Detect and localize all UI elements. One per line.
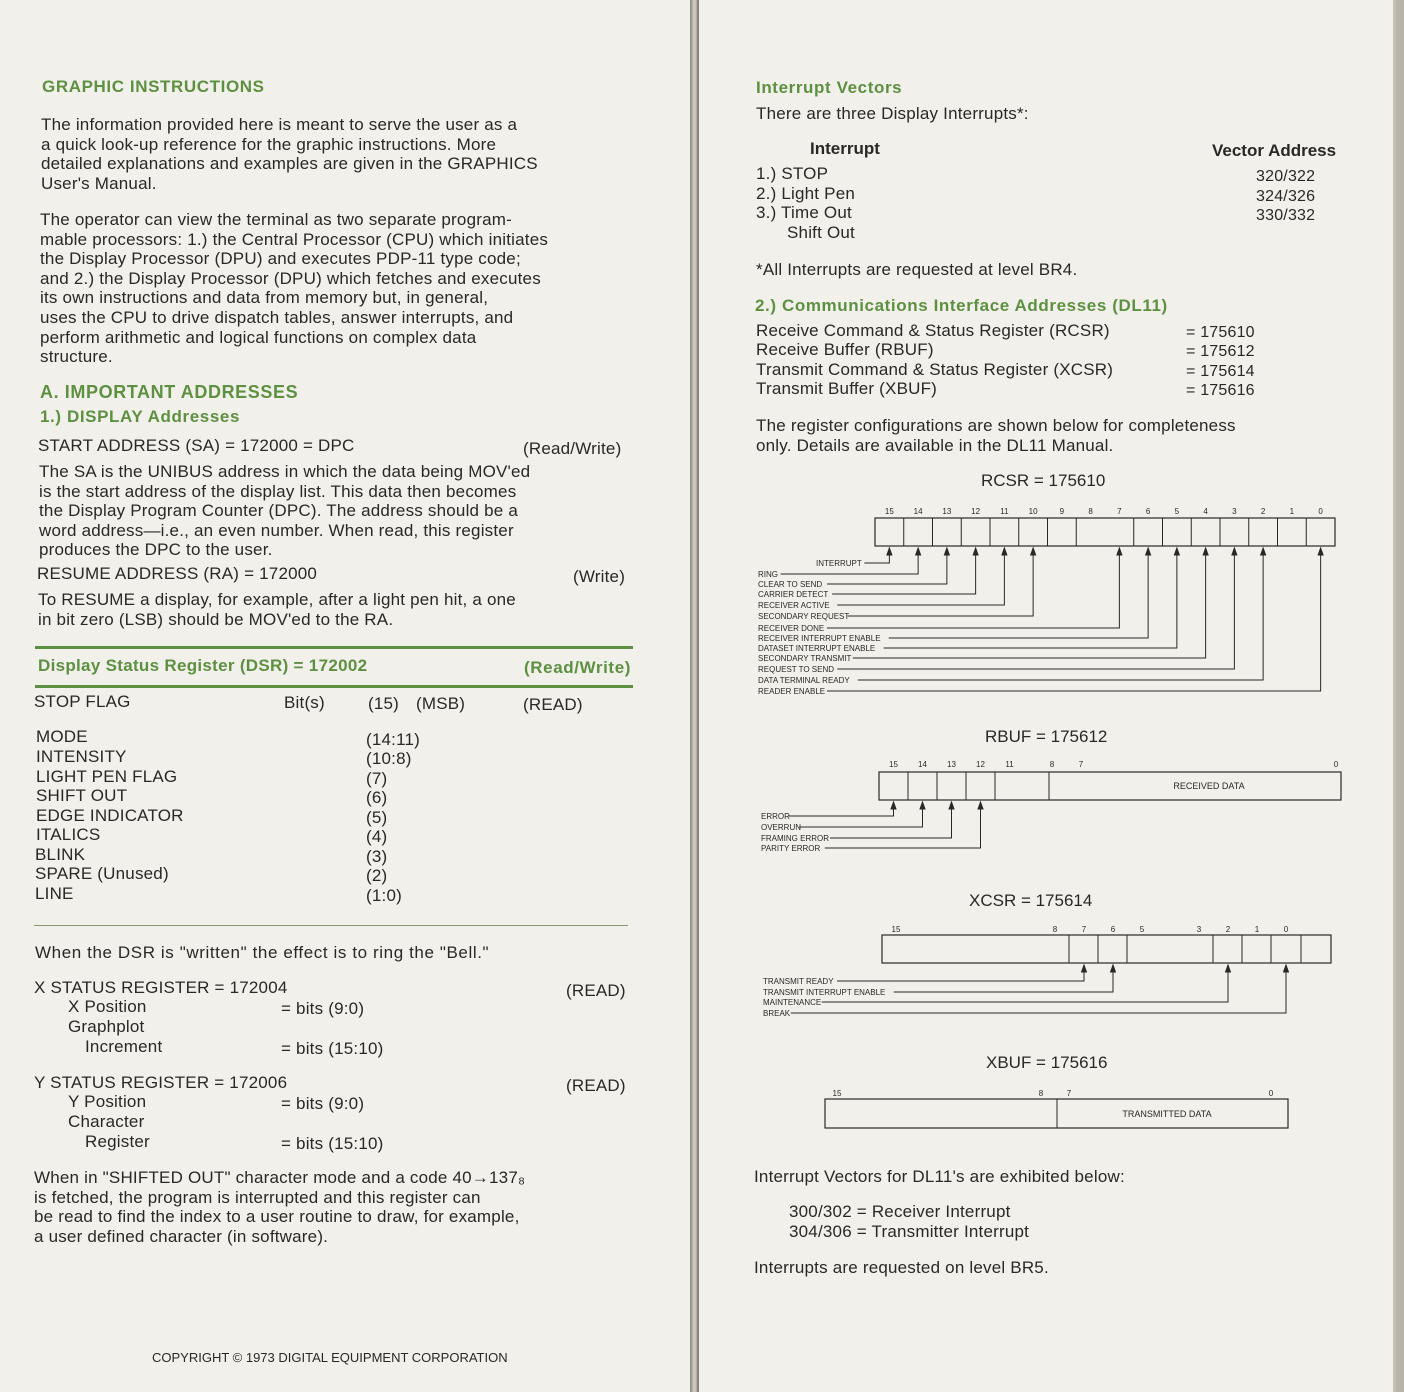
leader-line xyxy=(827,551,1321,691)
rbuf-title: RBUF = 175612 xyxy=(985,727,1108,746)
bit-number: 9 xyxy=(1059,507,1065,516)
arrow-head xyxy=(1232,548,1237,555)
dsr-access: (Read/Write) xyxy=(524,658,632,677)
field-label: OVERRUN xyxy=(761,823,802,832)
increment-bits: = bits (15:10) xyxy=(281,1039,384,1058)
field-label: RECEIVER DONE xyxy=(758,624,825,633)
xcsr-title: XCSR = 175614 xyxy=(969,891,1093,910)
interrupt-row-name: 3.) Time Out xyxy=(756,203,852,222)
field-label: DATA TERMINAL READY xyxy=(758,676,850,685)
arrow-head xyxy=(1002,548,1007,555)
dsr-row-bits: (10:8) xyxy=(366,749,412,768)
bit-number: 0 xyxy=(1283,925,1289,934)
intro-line: The information provided here is meant to serve the user as a xyxy=(41,115,518,134)
copyright: COPYRIGHT © 1973 DIGITAL EQUIPMENT CORPORATION xyxy=(152,1350,508,1365)
start-address-access: (Read/Write) xyxy=(523,439,622,458)
comm-row-address: = 175614 xyxy=(1186,363,1255,380)
dsr-row-name: MODE xyxy=(36,727,88,746)
dsr-row-name: LIGHT PEN FLAG xyxy=(36,767,178,786)
dsr-row-name: SPARE (Unused) xyxy=(35,864,169,883)
x-position-label: X Position xyxy=(68,997,147,1016)
intro-line: User's Manual. xyxy=(41,173,157,193)
bit-number: 0 xyxy=(1333,760,1339,769)
leader-line xyxy=(884,551,1177,648)
stop-flag-bits: (15) xyxy=(368,694,400,713)
sa-line: the Display Program Counter (DPC). The address should be a xyxy=(39,501,519,521)
field-label: PARITY ERROR xyxy=(761,844,821,853)
x-status-register: X STATUS REGISTER = 172004 xyxy=(34,978,288,997)
arrow-head xyxy=(1031,548,1036,555)
field-label: RECEIVER ACTIVE xyxy=(758,601,830,610)
rcsr-diagram xyxy=(754,500,1354,700)
dl11-vector-row: 304/306 = Transmitter Interrupt xyxy=(789,1222,1030,1241)
arrow-head xyxy=(1284,965,1289,972)
vector-column-header: Vector Address xyxy=(1212,141,1337,160)
sa-line: is the start address of the display list. This data then becomes xyxy=(39,481,517,501)
sa-line: produces the DPC to the user. xyxy=(39,540,273,560)
xcsr-register-box xyxy=(882,935,1331,963)
bit-number: 7 xyxy=(1078,760,1084,769)
bit-number: 6 xyxy=(1145,507,1151,516)
dsr-row-name: ITALICS xyxy=(36,825,101,844)
resume-address-access: (Write) xyxy=(573,567,626,586)
bit-number: 13 xyxy=(942,507,952,516)
dsr-row-bits: (4) xyxy=(366,827,388,846)
bit-number: 1 xyxy=(1254,925,1260,934)
arrow-head xyxy=(1082,965,1087,972)
stop-flag-label: STOP FLAG xyxy=(34,692,131,711)
dl11-vector-row: 300/302 = Receiver Interrupt xyxy=(789,1202,1011,1221)
dsr-row-bits: (2) xyxy=(366,866,388,885)
operator-line: its own instructions and data from memory but, in general, xyxy=(40,288,489,308)
dsr-row-bits: (3) xyxy=(366,847,388,866)
intro-paragraph xyxy=(41,115,538,193)
arrow-head xyxy=(920,802,925,809)
dsr-title: Display Status Register (DSR) = 172002 xyxy=(38,656,368,675)
bit-number: 8 xyxy=(1052,925,1058,934)
arrow-head xyxy=(891,802,896,809)
bit-number: 4 xyxy=(1203,507,1208,516)
operator-paragraph xyxy=(40,210,548,367)
bit-number: 0 xyxy=(1318,507,1323,516)
arrow-head xyxy=(1203,548,1208,555)
comm-row-name: Receive Buffer (RBUF) xyxy=(756,340,934,359)
bit-number: 3 xyxy=(1196,925,1202,934)
leader-line xyxy=(832,551,976,594)
dsr-end-rule xyxy=(34,925,628,926)
shifted-paragraph xyxy=(34,1168,525,1246)
interrupt-row-vector: 320/322 xyxy=(1256,168,1316,185)
leader-line xyxy=(864,551,889,563)
interrupt-row-name: 1.) STOP xyxy=(756,164,829,183)
comm-row-address: = 175610 xyxy=(1186,324,1255,341)
bit-number: 14 xyxy=(913,507,923,516)
register-bits: = bits (15:10) xyxy=(281,1134,384,1153)
field-label: ERROR xyxy=(761,812,790,821)
section-a-heading: A. IMPORTANT ADDRESSES xyxy=(40,382,299,402)
arrow-head xyxy=(1226,965,1231,972)
operator-line: The operator can view the terminal as two separate program- xyxy=(40,210,512,229)
dsr-row-bits: (1:0) xyxy=(366,886,402,905)
resume-line: in bit zero (LSB) should be MOV'ed to the RA. xyxy=(38,609,394,629)
x-status-access: (READ) xyxy=(566,981,626,1000)
shifted-line: is fetched, the program is interrupted and this register can xyxy=(34,1187,481,1207)
left-page xyxy=(0,0,692,1392)
resume-address: RESUME ADDRESS (RA) = 172000 xyxy=(37,564,318,583)
interrupt-row-vector: 324/326 xyxy=(1256,188,1316,205)
intro-line: detailed explanations and examples are given in the GRAPHICS xyxy=(41,154,538,174)
intro-line: a quick look-up reference for the graphic instructions. More xyxy=(41,134,497,154)
arrow-head xyxy=(1146,548,1151,555)
bit-number: 7 xyxy=(1117,507,1122,516)
bit-number: 15 xyxy=(889,760,898,769)
field-label: READER ENABLE xyxy=(758,687,826,696)
rbuf-register-box xyxy=(879,772,1341,800)
leader-line xyxy=(894,968,1113,992)
operator-line: the Display Processor (DPU) and executes PDP-11 type code; xyxy=(40,249,521,269)
bit-number: 10 xyxy=(1028,507,1038,516)
bit-number: 13 xyxy=(947,760,956,769)
interrupt-column-header: Interrupt xyxy=(810,139,880,158)
interrupt-vectors-title: Interrupt Vectors xyxy=(756,78,903,97)
interrupt-row-name: 2.) Light Pen xyxy=(756,184,855,203)
y-status-access: (READ) xyxy=(566,1076,626,1095)
xcsr-diagram xyxy=(761,920,1351,1030)
resume-paragraph xyxy=(38,590,516,629)
interrupt-row-name: Shift Out xyxy=(787,223,855,242)
register-label: Register xyxy=(85,1132,150,1151)
dsr-row-name: EDGE INDICATOR xyxy=(36,806,184,825)
dsr-row-bits: (5) xyxy=(366,808,388,827)
dsr-row-bits: (14:11) xyxy=(366,730,421,749)
right-page xyxy=(697,0,1396,1392)
shifted-line: When in "SHIFTED OUT" character mode and a code 40→137₈ xyxy=(34,1168,526,1187)
field-label: RECEIVER INTERRUPT ENABLE xyxy=(758,634,881,643)
stop-flag-access: (READ) xyxy=(523,695,583,714)
xbuf-diagram xyxy=(819,1085,1299,1135)
bits-label: Bit(s) xyxy=(284,693,325,712)
sa-line: word address—i.e., an even number. When read, this register xyxy=(39,520,514,540)
bell-text: When the DSR is "written" the effect is to ring the "Bell." xyxy=(35,943,490,962)
graphplot-label: Graphplot xyxy=(68,1017,145,1036)
bit-number: 5 xyxy=(1174,507,1180,516)
arrow-head xyxy=(916,548,921,555)
field-label: REQUEST TO SEND xyxy=(758,665,835,674)
arrow-head xyxy=(1261,548,1266,555)
config-line: only. Details are available in the DL11 Manual. xyxy=(756,435,1114,455)
field-label: CARRIER DETECT xyxy=(758,590,829,599)
shifted-line: be read to find the index to a user routine to draw, for example, xyxy=(34,1207,520,1227)
section-1-heading: 1.) DISPLAY Addresses xyxy=(40,407,240,426)
dsr-row-name: SHIFT OUT xyxy=(36,786,128,805)
comm-row-address: = 175616 xyxy=(1186,382,1255,399)
bit-number: 8 xyxy=(1088,507,1093,516)
sa-line: The SA is the UNIBUS address in which the data being MOV'ed xyxy=(39,462,531,481)
bit-number: 1 xyxy=(1289,507,1295,516)
bit-number: 15 xyxy=(832,1089,842,1098)
msb-label: (MSB) xyxy=(416,694,466,713)
field-label: INTERRUPT xyxy=(816,559,862,568)
dsr-top-rule xyxy=(35,646,633,649)
arrow-head xyxy=(944,548,949,555)
dsr-row-bits: (7) xyxy=(366,769,388,788)
comm-interface-title: 2.) Communications Interface Addresses (DL11) xyxy=(755,296,1168,315)
comm-row-name: Transmit Command & Status Register (XCSR) xyxy=(756,360,1114,379)
comm-row-name: Transmit Buffer (XBUF) xyxy=(756,379,938,398)
leader-line xyxy=(837,551,1234,669)
interrupt-vectors-intro: There are three Display Interrupts*: xyxy=(756,104,1029,123)
operator-line: and 2.) the Display Processor (DPU) which fetches and executes xyxy=(40,268,541,288)
bit-number: 12 xyxy=(971,507,981,516)
bit-number: 15 xyxy=(884,507,894,516)
rcsr-register-box xyxy=(875,518,1335,546)
xbuf-field-label: TRANSMITTED DATA xyxy=(1122,1109,1212,1119)
arrow-head xyxy=(887,548,892,555)
arrow-head xyxy=(978,802,983,809)
rcsr-title: RCSR = 175610 xyxy=(981,471,1106,490)
y-position-bits: = bits (9:0) xyxy=(281,1094,365,1113)
dsr-row-name: INTENSITY xyxy=(36,747,127,766)
bit-number: 2 xyxy=(1225,925,1231,934)
field-label: TRANSMIT INTERRUPT ENABLE xyxy=(763,988,886,997)
bit-number: 6 xyxy=(1110,925,1116,934)
field-label: BREAK xyxy=(763,1009,791,1018)
y-position-label: Y Position xyxy=(68,1092,147,1111)
xbuf-title: XBUF = 175616 xyxy=(986,1053,1108,1072)
bit-number: 14 xyxy=(918,760,927,769)
comm-row-address: = 175612 xyxy=(1186,343,1255,360)
field-label: FRAMING ERROR xyxy=(761,834,829,843)
bit-number: 2 xyxy=(1260,507,1266,516)
rbuf-diagram xyxy=(759,755,1349,865)
rbuf-field-label: RECEIVED DATA xyxy=(1173,781,1245,791)
field-label: RING xyxy=(758,570,778,579)
leader-line xyxy=(830,805,952,838)
bit-number: 11 xyxy=(1000,507,1009,516)
character-label: Character xyxy=(68,1112,145,1131)
increment-label: Increment xyxy=(85,1037,163,1056)
interrupt-row-vector: 330/332 xyxy=(1256,207,1316,224)
y-status-register: Y STATUS REGISTER = 172006 xyxy=(34,1073,288,1092)
field-label: MAINTENANCE xyxy=(763,998,822,1007)
field-label: SECONDARY TRANSMIT xyxy=(758,654,852,663)
bit-number: 7 xyxy=(1081,925,1087,934)
arrow-head xyxy=(949,802,954,809)
dsr-bottom-rule xyxy=(35,685,633,688)
dl11-vectors-intro: Interrupt Vectors for DL11's are exhibited below: xyxy=(754,1167,1125,1186)
leader-line xyxy=(837,968,1084,981)
arrow-head xyxy=(1318,548,1323,555)
dsr-row-name: BLINK xyxy=(35,845,86,864)
bit-number: 7 xyxy=(1066,1089,1072,1098)
bit-number: 8 xyxy=(1038,1089,1044,1098)
bit-number: 5 xyxy=(1139,925,1145,934)
comm-row-name: Receive Command & Status Register (RCSR) xyxy=(756,321,1110,340)
dsr-row-name: LINE xyxy=(35,884,74,903)
bit-number: 12 xyxy=(976,760,985,769)
config-paragraph xyxy=(756,416,1236,455)
bit-number: 3 xyxy=(1232,507,1237,516)
leader-line xyxy=(837,551,1004,605)
operator-line: perform arithmetic and logical functions on complex data xyxy=(40,327,477,347)
arrow-head xyxy=(1117,548,1122,555)
arrow-head xyxy=(973,548,978,555)
shifted-line: a user defined character (in software). xyxy=(34,1226,329,1246)
operator-line: mable processors: 1.) the Central Processor (CPU) which initiates xyxy=(40,229,549,249)
operator-line: uses the CPU to drive dispatch tables, answer interrupts, and xyxy=(40,307,514,327)
br5-note: Interrupts are requested on level BR5. xyxy=(754,1258,1049,1277)
field-label: CLEAR TO SEND xyxy=(758,580,823,589)
field-label: DATASET INTERRUPT ENABLE xyxy=(758,644,876,653)
bit-number: 0 xyxy=(1268,1089,1274,1098)
bit-number: 15 xyxy=(891,925,901,934)
field-label: TRANSMIT READY xyxy=(763,977,834,986)
dsr-row-bits: (6) xyxy=(366,788,388,807)
arrow-head xyxy=(1111,965,1116,972)
br4-note: *All Interrupts are requested at level BR4. xyxy=(756,260,1078,279)
bit-number: 11 xyxy=(1005,760,1014,769)
arrow-head xyxy=(1174,548,1179,555)
resume-line: To RESUME a display, for example, after a light pen hit, a one xyxy=(38,590,516,609)
start-address: START ADDRESS (SA) = 172000 = DPC xyxy=(38,436,355,455)
leader-line xyxy=(789,805,894,816)
config-line: The register configurations are shown below for completeness xyxy=(756,416,1236,435)
operator-line: structure. xyxy=(40,347,113,367)
bit-number: 8 xyxy=(1049,760,1055,769)
field-label: SECONDARY REQUEST xyxy=(758,612,850,621)
x-position-bits: = bits (9:0) xyxy=(281,999,365,1018)
sa-paragraph xyxy=(39,462,530,560)
page-title: GRAPHIC INSTRUCTIONS xyxy=(42,77,265,96)
